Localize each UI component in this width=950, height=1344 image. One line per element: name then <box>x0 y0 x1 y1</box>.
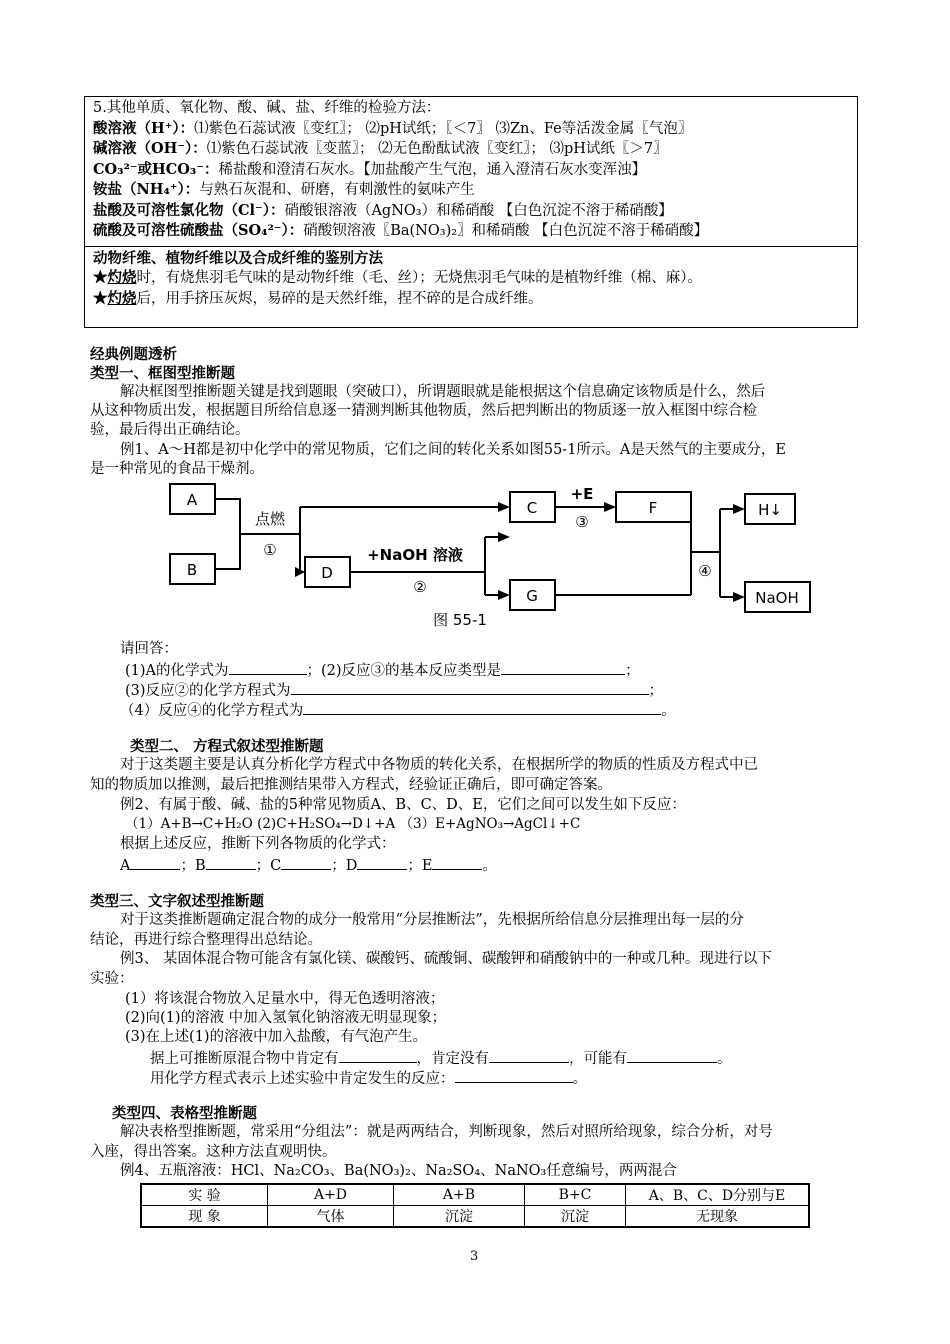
reaction2-label: +NaOH 溶液 <box>367 546 463 564</box>
example2-reactions: （1）A+B→C+H₂O (2)C+H₂SO₄→D↓+A （3）E+AgNO₃→AgCl↓+C <box>125 816 581 832</box>
table-row: 现 象 气体 沉淀 沉淀 无现象 <box>141 1206 809 1228</box>
question-4: （4）反应④的化学方程式为 。 <box>120 700 676 721</box>
example1: 是一种常见的食品干燥剂。 <box>90 461 264 477</box>
label-A: A <box>186 491 198 509</box>
example2-answers: A ；B ；C ；D ；E 。 <box>120 855 497 876</box>
paragraph: 知的物质加以推测，最后把推测结果带入方程式，经验证正确后，即可确定答案。 <box>90 777 612 793</box>
method-line: 盐酸及可溶性氯化物（Cl⁻）：硝酸银溶液（AgNO₃）和稀硝酸 【白色沉淀不溶于稀硝酸】 <box>93 201 673 219</box>
example3-step: (1）将该混合物放入足量水中，得无色透明溶液； <box>125 991 445 1007</box>
example3-question: 据上可推断原混合物中肯定有 ，肯定没有 ，可能有 。 <box>150 1048 732 1069</box>
reaction1-label: 点燃 <box>254 510 286 528</box>
method-line: 硫酸及可溶性硫酸盐（SO₄²⁻）：硝酸钡溶液〖Ba(NO₃)₂〗和稀硝酸 【白色沉淀不溶于稀硝酸】 <box>93 222 709 239</box>
example2-question: 根据上述反应，推断下列各物质的化学式： <box>120 836 396 852</box>
test-methods-section <box>85 97 857 246</box>
label-C: C <box>526 499 538 517</box>
example4: 例4、五瓶溶液：HCl、Na₂CO₃、Ba(NO₃)₂、Na₂SO₄、NaNO₃任意编号，两两混合 <box>120 1163 677 1179</box>
type3-title: 类型三、文字叙述型推断题 <box>90 893 264 910</box>
example3: 实验： <box>90 971 134 987</box>
fiber-section <box>85 246 857 327</box>
fiber-title: 动物纤维、植物纤维以及合成纤维的鉴别方法 <box>93 249 383 267</box>
paragraph: 解决表格型推断题，常采用“分组法”：就是两两结合，判断现象，然后对照所给现象，综合分析，对号 <box>120 1124 773 1140</box>
question-1: (1)A的化学式为 ；(2)反应③的基本反应类型是 ； <box>125 660 640 681</box>
reaction1-number: ① <box>263 541 277 559</box>
paragraph: 从这种物质出发，根据题目所给信息逐一猜测判断其他物质，然后把判断出的物质逐一放入框图中综合检 <box>90 403 757 419</box>
table-row: 实 验 A+D A+B B+C A、B、C、D分别与E <box>141 1184 809 1206</box>
section-title: 5.其他单质、氧化物、酸、碱、盐、纤维的检验方法： <box>93 100 441 116</box>
page-number: 3 <box>470 1249 479 1264</box>
type4-title: 类型四、表格型推断题 <box>112 1105 257 1122</box>
paragraph: 对于这类题主要是认真分析化学方程式中各物质的转化关系，在根据所学的物质的性质及方程式中已 <box>120 757 758 773</box>
reaction3-number: ③ <box>575 513 589 531</box>
label-B: B <box>186 561 198 579</box>
paragraph: 结论，再进行综合整理得出总结论。 <box>90 932 322 948</box>
type2-title: 类型二、 方程式叙述型推断题 <box>130 738 324 755</box>
question-intro: 请回答： <box>120 641 178 657</box>
reaction2-number: ② <box>413 578 427 596</box>
label-G: G <box>526 587 538 605</box>
fiber-line: ★灼烧后，用手挤压灰烬，易碎的是天然纤维，捏不碎的是合成纤维。 <box>93 289 543 307</box>
label-D: D <box>321 564 333 582</box>
method-line: 铵盐（NH₄⁺）：与熟石灰混和、研磨，有刺激性的氨味产生 <box>93 181 475 198</box>
method-line: 碱溶液（OH⁻）：⑴紫色石蕊试液〖变蓝〗； ⑵无色酚酞试液〖变红〗； ⑶pH试纸〖＞7〗 <box>93 140 668 157</box>
fiber-line: ★灼烧时，有烧焦羽毛气味的是动物纤维（毛、丝）；无烧焦羽毛气味的是植物纤维（棉、麻）。 <box>93 269 702 286</box>
example3: 例3、 某固体混合物可能含有氯化镁、碳酸钙、硫酸铜、碳酸钾和硝酸钠中的一种或几种。现进行以下 <box>120 951 772 967</box>
label-NaOH: NaOH <box>755 589 799 607</box>
paragraph: 解决框图型推断题关键是找到题眼（突破口），所谓题眼就是能根据这个信息确定该物质是什么，然后 <box>120 384 766 400</box>
flow-diagram <box>160 482 820 632</box>
example3-step: (3)在上述(1)的溶液中加入盐酸，有气泡产生。 <box>125 1029 428 1045</box>
example3-question: 用化学方程式表示上述实验中肯定发生的反应： 。 <box>150 1068 587 1089</box>
type1-title: 类型一、框图型推断题 <box>90 365 235 382</box>
paragraph: 验，最后得出正确结论。 <box>90 422 250 438</box>
method-line: 酸溶液（H⁺）：⑴紫色石蕊试液〖变红〗； ⑵pH试纸；〖＜7〗 ⑶Zn、Fe等活泼金属〖气泡〗 <box>93 119 693 137</box>
test-methods-box <box>84 96 858 328</box>
label-H: H↓ <box>758 501 782 519</box>
example2: 例2、有属于酸、碱、盐的5种常见物质A、B、C、D、E，它们之间可以发生如下反应： <box>120 797 686 813</box>
question-3: (3)反应②的化学方程式为 ； <box>125 680 663 701</box>
label-F: F <box>648 499 658 517</box>
section-heading: 经典例题透析 <box>90 346 177 363</box>
reaction3-label: +E <box>570 485 594 503</box>
experiment-table <box>140 1183 810 1228</box>
reaction4-number: ④ <box>698 562 712 580</box>
figure-caption: 图 55-1 <box>433 611 487 629</box>
method-line: CO₃²⁻或HCO₃⁻：稀盐酸和澄清石灰水。【加盐酸产生气泡，通入澄清石灰水变浑浊】 <box>93 160 647 178</box>
paragraph: 对于这类推断题确定混合物的成分一般常用“分层推断法”，先根据所给信息分层推理出每一层的分 <box>120 912 744 928</box>
example1: 例1、A～H都是初中化学中的常见物质，它们之间的转化关系如图55-1所示。A是天然气的主要成分，E <box>120 442 786 458</box>
paragraph: 入座，得出答案。这种方法直观明快。 <box>90 1144 337 1160</box>
example3-step: (2)向(1)的溶液 中加入氢氧化钠溶液无明显现象； <box>125 1010 447 1026</box>
